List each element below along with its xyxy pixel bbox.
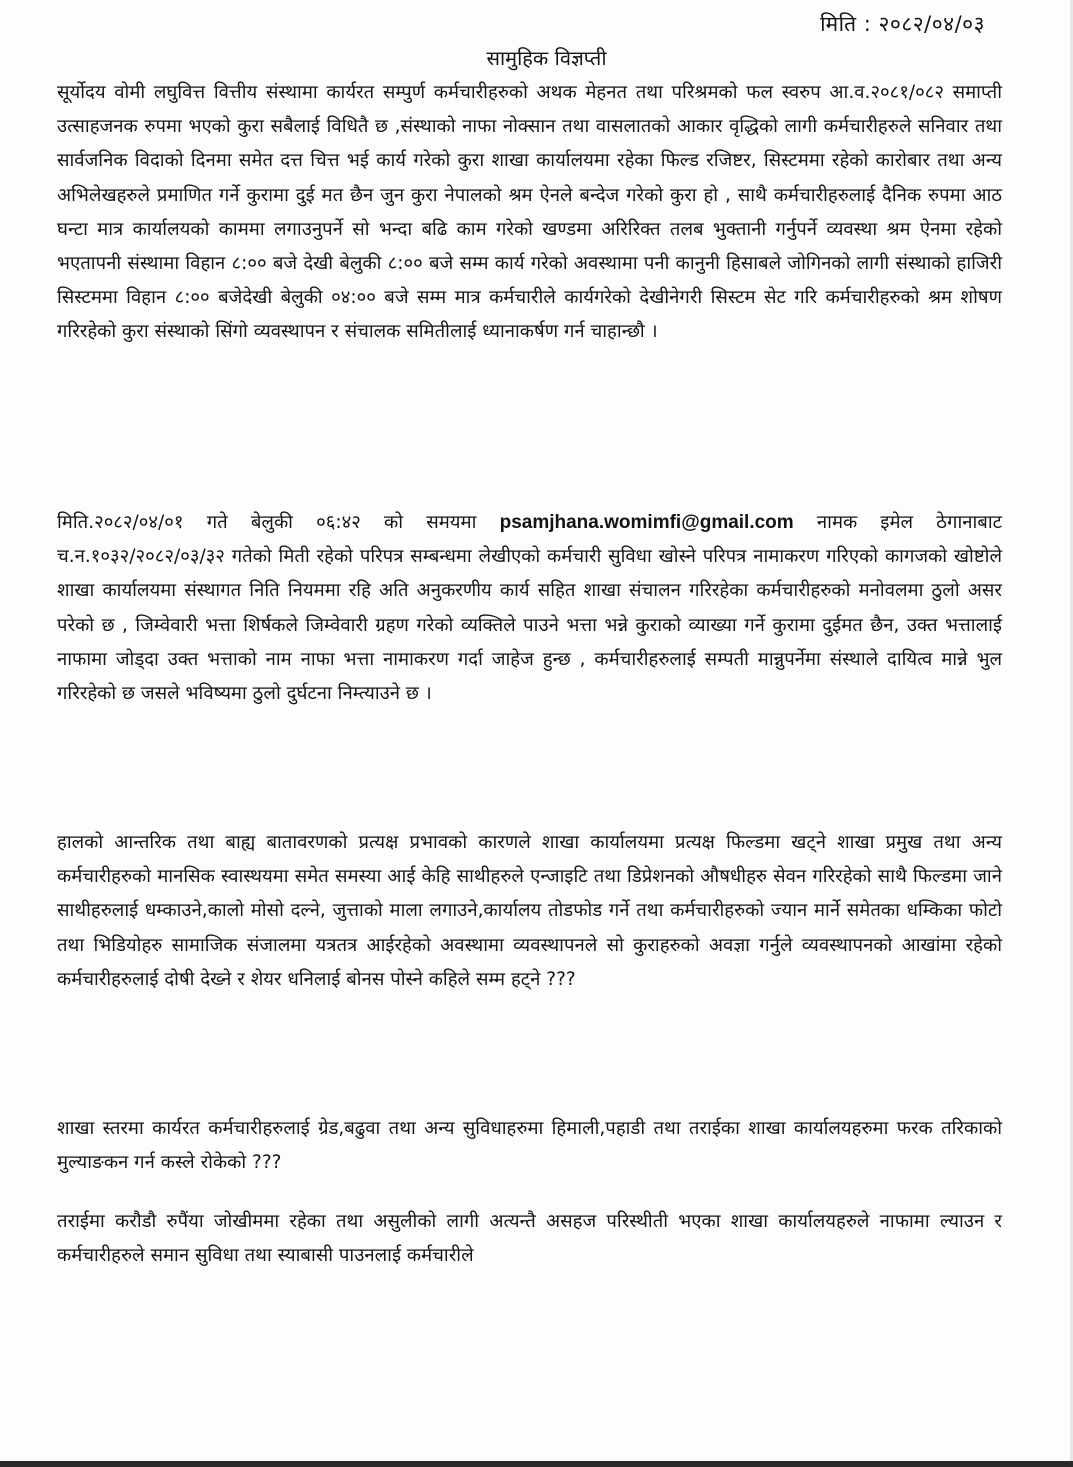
- email-address: psamjhana.womimfi@gmail.com: [499, 512, 794, 533]
- paragraph-5: तराईमा करौडौ रुपैंया जोखीममा रहेका तथा असुलीको लागी अत्यन्तै असहज परिस्थीती भएका शाखा कार्यालयहरुले नाफामा ल्याउन र कर्मचारीहरुले समान सुविधा तथा स्याबासी पाउनलाई कर्मचारीले: [57, 1211, 1002, 1267]
- document-date: मिति : २०८२/०४/०३: [820, 12, 985, 36]
- page-bottom-border: [0, 1461, 1073, 1467]
- paragraph-3: हालको आन्तरिक तथा बाह्य बातावरणको प्रत्यक्ष प्रभावको कारणले शाखा कार्यालयमा प्रत्यक्ष फिल्डमा खट्ने शाखा प्रमुख तथा अन्य कर्मचारीहरुको मानसिक स्वास्थयमा समेत समस्या आई केहि साथीहरुले एन्जाइटि तथा डिप्रेशनको औषधीहरु सेवन गरिरहेको साथै फिल्डमा जाने साथीहरुलाई धम्काउने,कालो मोसो दल्ने, जुत्ताको माला लगाउने,कार्यालय तोडफोड गर्ने तथा कर्मचारीहरुको ज्यान मार्ने समेतका धम्किका फोटो तथा भिडियोहरु सामाजिक संजालमा यत्रतत्र आईरहेको अवस्थामा व्यवस्थापनले सो कुराहरुको अवज्ञा गर्नुले व्यवस्थापनको आखांमा रहेको कर्मचारीहरुलाई दोषी देख्ने र शेयर धनिलाई बोनस पोस्ने कहिले सम्म हट्ने ???: [57, 832, 1002, 990]
- paragraph-2-body: नामक इमेल ठेगानाबाट च.न.१०३२/२०८२/०३/३२ गतेको मिती रहेको परिपत्र सम्बन्धमा लेखीएको कर्मचारी सुविधा खोस्ने परिपत्र नामाकरण गरिएको कागजको खोष्टोले शाखा कार्यालयमा संस्थागत निति नियममा रहि अति अनुकरणीय कार्य सहित शाखा संचालन गरिरहेका कर्मचारीहरुको मनोवलमा ठुलो असर परेको छ , जिम्वेवारी भत्ता शिर्षकले जिम्वेवारी ग्रहण गरेको व्यक्तिले पाउने भत्ता भन्ने कुराको व्याख्या गर्ने कुरामा दुईमत छैन, उक्त भत्तालाई नाफामा जोड्दा उक्त भत्ताको नाम नाफा भत्ता नामाकरण गर्दा जाहेज हुन्छ , कर्मचारीहरुलाई सम्पती मान्नुपर्नेमा संस्थाले दायित्व मान्ने भुल गरिरहेको छ जसले भविष्यमा ठुलो दुर्घटना निम्त्याउने छ ।: [57, 512, 1002, 705]
- document-title: सामुहिक विज्ञप्ती: [486, 46, 607, 70]
- paragraph-2-intro: मिति.२०८२/०४/०१ गते बेलुकी ०६:४२ को समयमा: [57, 512, 477, 533]
- paragraph-1: सूर्योदय वोमी लघुवित्त वित्तीय संस्थामा कार्यरत सम्पुर्ण कर्मचारीहरुको अथक मेहनत तथा परिश्रमको फल स्वरुप आ.व.२०८१/०८२ समाप्ती उत्साहजनक रुपमा भएको कुरा सबैलाई विधितै छ ,संस्थाको नाफा नोक्सान तथा वासलातको आकार वृद्धिको लागी कर्मचारीहरुले सनिवार तथा सार्वजनिक विदाको दिनमा समेत दत्त चित्त भई कार्य गरेको कुरा शाखा कार्यालयमा रहेका फिल्ड रजिष्टर, सिस्टममा रहेको कारोबार तथा अन्य अभिलेखहरुले प्रमाणित गर्ने कुरामा दुई मत छैन जुन कुरा नेपालको श्रम ऐनले बन्देज गरेको कुरा हो , साथै कर्मचारीहरुलाई दैनिक रुपमा आठ घन्टा मात्र कार्यालयको काममा लगाउनुपर्ने सो भन्दा बढि काम गरेको खण्डमा अरिरिक्त तलब भुक्तानी गर्नुपर्ने व्यवस्था श्रम ऐनमा रहेको भएतापनी संस्थामा विहान ८:०० बजे देखी बेलुकी ८:०० बजे सम्म कार्य गरेको अवस्थामा पनी कानुनी हिसाबले जोगिनको लागी संस्थाको हाजिरी सिस्टममा विहान ८:०० बजेदेखी बेलुकी ०४:०० बजे सम्म मात्र कर्मचारीले कार्यगरेको देखीनेगरी सिस्टम सेट गरि कर्मचारीहरुको श्रम शोषण गरिरहेको कुरा संस्थाको सिंगो व्यवस्थापन र संचालक समितीलाई ध्यानाकर्षण गर्न चाहान्छौ ।: [57, 82, 1002, 343]
- paragraph-4: शाखा स्तरमा कार्यरत कर्मचारीहरुलाई ग्रेड,बढुवा तथा अन्य सुविधाहरुमा हिमाली,पहाडी तथा तराईका शाखा कार्यालयहरुमा फरक तरिकाको मुल्याङकन गर्न कस्ले रोकेको ???: [57, 1118, 1002, 1174]
- paragraph-2: [57, 506, 1002, 711]
